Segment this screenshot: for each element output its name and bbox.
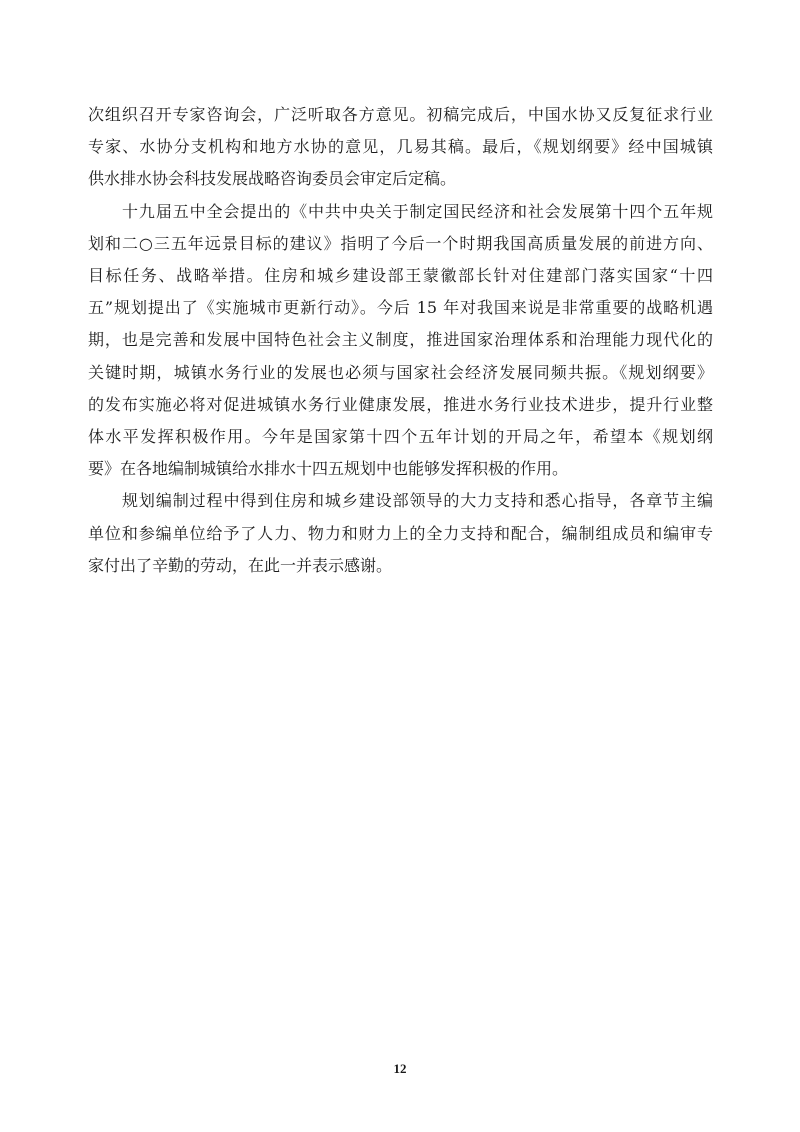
text-line: 规划编制过程中得到住房和城乡建设部领导的大力支持和悉心指导，各章节主编	[122, 491, 713, 511]
text-line: 供水排水协会科技发展战略咨询委员会审定后定稿。	[88, 169, 457, 189]
text-line: 目标任务、战略举措。住房和城乡建设部王蒙徽部长针对住建部门落实国家“十四	[88, 266, 713, 286]
paragraph-3	[88, 485, 713, 582]
paragraph-1	[88, 99, 713, 196]
page-number: 12	[393, 1061, 407, 1076]
text-line: 单位和参编单位给予了人力、物力和财力上的全力支持和配合，编制组成员和编审专	[88, 523, 713, 543]
text-line: 专家、水协分支机构和地方水协的意见，几易其稿。最后，《规划纲要》经中国城镇	[88, 137, 713, 157]
text-line: 五”规划提出了《实施城市更新行动》。今后 15 年对我国来说是非常重要的战略机遇	[88, 298, 713, 318]
text-line: 次组织召开专家咨询会，广泛听取各方意见。初稿完成后，中国水协又反复征求行业	[88, 105, 713, 124]
text-line: 的发布实施必将对促进城镇水务行业健康发展，推进水务行业技术进步，提升行业整	[88, 394, 713, 414]
text-line: 关键时期，城镇水务行业的发展也必须与国家社会经济发展同频共振。《规划纲要》	[88, 362, 713, 382]
text-line: 十九届五中全会提出的《中共中央关于制定国民经济和社会发展第十四个五年规	[122, 201, 713, 221]
text-line: 体水平发挥积极作用。今年是国家第十四个五年计划的开局之年，希望本《规划纲	[88, 427, 713, 447]
body-text	[88, 99, 713, 582]
paragraph-2	[88, 196, 713, 486]
text-line: 期，也是完善和发展中国特色社会主义制度，推进国家治理体系和治理能力现代化的	[88, 330, 713, 350]
text-line: 划和二○三五年远景目标的建议》指明了今后一个时期我国高质量发展的前进方向、	[88, 233, 713, 253]
text-line: 家付出了辛勤的劳动，在此一并表示感谢。	[88, 555, 393, 575]
text-line: 要》在各地编制城镇给水排水十四五规划中也能够发挥积极的作用。	[88, 459, 569, 479]
